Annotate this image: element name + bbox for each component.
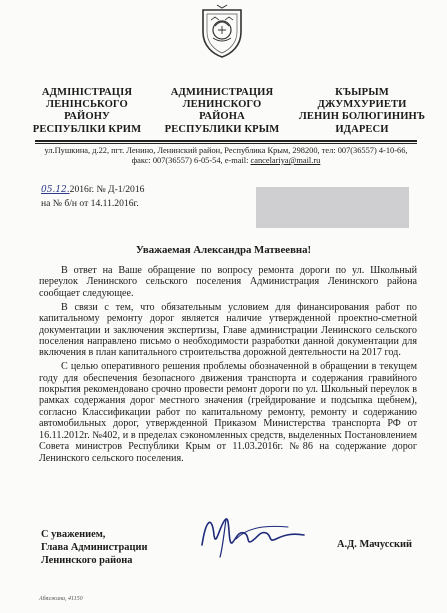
header-line: АДМІНІСТРАЦІЯ <box>41 87 133 98</box>
header-line: РАЙОНУ <box>64 111 110 123</box>
letter-body <box>39 265 417 466</box>
address-line: ул.Пушкина, д.22, пгт. Ленино, Ленинский район, Республика Крым, 298200, тел: 007(36557) 4-10-66, <box>44 146 408 155</box>
outgoing-reference <box>41 184 144 196</box>
contact-line <box>40 156 412 166</box>
header-line: РАЙОНА <box>199 111 245 123</box>
redacted-addressee <box>256 187 409 228</box>
signoff-line: Ленинского района <box>41 555 133 566</box>
address-block <box>40 146 412 166</box>
handwritten-signature <box>196 505 308 559</box>
reference-number: 2016г. № Д-1/2016 <box>69 184 145 195</box>
header-line: АДМИНИСТРАЦИЯ <box>170 87 274 98</box>
header-line: КЪЫРЫМ <box>335 87 389 98</box>
header-line: ЛЕНИНСКОГО <box>182 99 262 111</box>
paragraph: С целью оперативного решения проблемы обозначенной в обращении в текущем году для обеспечения безопасного движения транспорта и содержания гравийного покрытия рекомендовано срочно провести ремонт дороги по ул. Школьный переулок в рамках содержания дорог местного значения (грейдирование и подсыпка щебнем), согласно Классификации работ по капитальному ремонту, ремонту и содержанию автомобильных дорог, утвержденной Приказом Министерства транспорта РФ от 16.11.2012г. №402, и в пределах сэкономленных средств, выделенных Постановлением Совета министров Республики Крым от 11.03.2016г. №86 на содержание дорог Ленинского сельского поселения. <box>39 361 417 464</box>
header-line: ДЖУМХУРИЕТИ <box>317 99 407 111</box>
greeting: Уважаемая Александра Матвеевна! <box>135 244 312 256</box>
header-russian <box>157 87 287 136</box>
header-line: ЛЕНИН БОЛЮГИНИНЪ <box>298 111 426 123</box>
signoff-block <box>41 528 147 567</box>
signatory-name: А.Д. Мачусский <box>337 539 412 550</box>
header-divider <box>35 140 417 142</box>
coat-of-arms-icon <box>199 4 245 58</box>
fax-text: факс: 007(36557) 6-05-54, e-mail: <box>131 156 251 165</box>
header-line: РЕСПУБЛИКИ КРЫМ <box>164 123 280 135</box>
executor-note: Абязжина, 41150 <box>39 596 83 602</box>
paragraph: В связи с тем, что обязательным условием для финансирования работ по капитальному ремонту дорог является наличие утвержденной проектно-сметной документации и заключения экспертизы, Главе администрации Ленинского сельского поселения направлено письмо о необходимости разработки данной документации для включения в план капитального строительства дорожной деятельности на 2017 год. <box>39 301 417 359</box>
header-line: ИДАРЕСИ <box>335 123 389 135</box>
incoming-reference: на № б/н от 14.11.2016г. <box>41 198 139 209</box>
paragraph: В ответ на Ваше обращение по вопросу ремонта дороги по ул. Школьный переулок Ленинского сельского поселения Администрация Ленинского района сообщает следующее. <box>39 265 417 299</box>
email-link[interactable]: cancelariya@mail.ru <box>250 156 321 165</box>
header-divider-thin <box>35 143 417 144</box>
header-line: РЕСПУБЛІКИ КРИМ <box>32 123 142 135</box>
header-crimean-tatar <box>294 87 430 136</box>
header-line: ЛЕНІНСЬКОГО <box>46 99 128 111</box>
handwritten-date: 05.12. <box>41 185 70 195</box>
header-ukrainian <box>29 87 145 136</box>
signoff-line: Глава Администрации <box>41 542 148 553</box>
signoff-line: С уважением, <box>41 529 106 540</box>
